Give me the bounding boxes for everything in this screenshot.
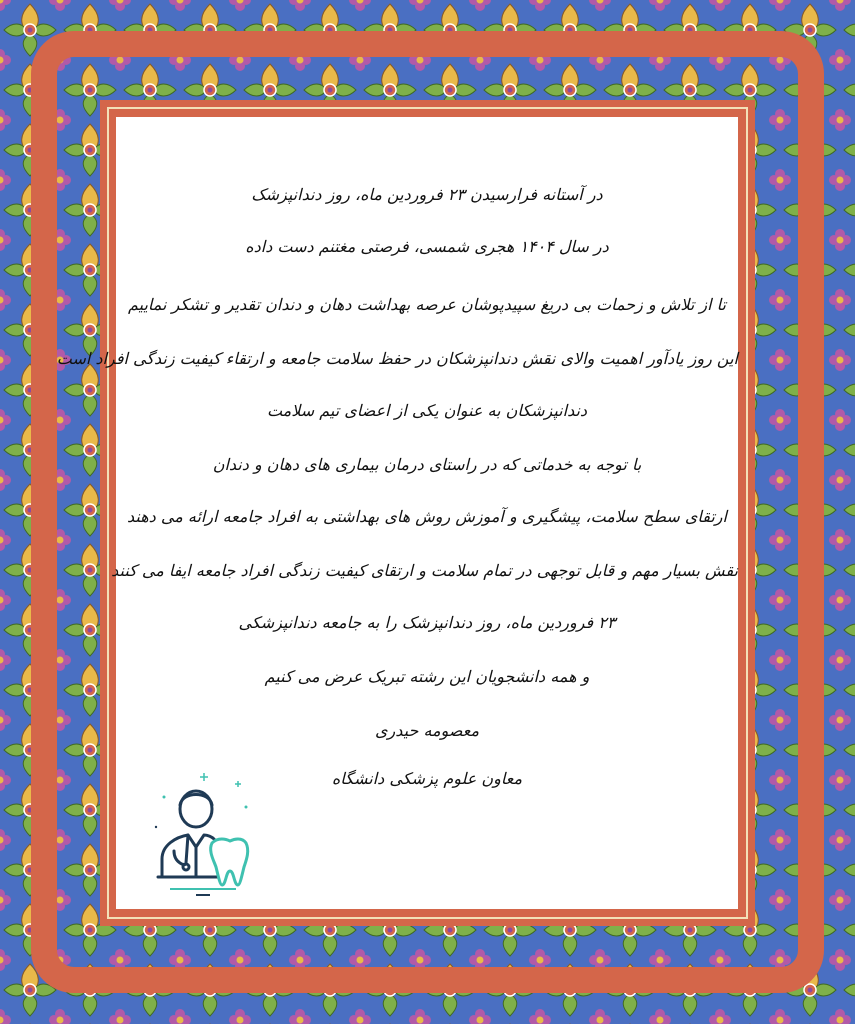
signature-title: معاون علوم پزشکی دانشگاه — [331, 769, 523, 788]
letter-line-2: در سال ۱۴۰۴ هجری شمسی، فرصتی مغتنم دست داده — [245, 237, 609, 256]
sparkle-icon — [155, 773, 248, 828]
signature-name: معصومه حیدری — [374, 721, 480, 740]
letter-line-4: این روز یادآور اهمیت والای نقش دندانپزشکان در حفظ سلامت جامعه و ارتقاء کیفیت زندگی افراد است — [56, 349, 738, 368]
letter-card — [56, 117, 738, 909]
letter-line-6: با توجه به خدماتی که در راستای درمان بیماری های دهان و دندان — [212, 455, 642, 474]
letter-line-5: دندانپزشکان به عنوان یکی از اعضای تیم سلامت — [266, 401, 588, 420]
letter-line-3: تا از تلاش و زحمات بی دریغ سپیدپوشان عرصه بهداشت دهان و دندان تقدیر و تشکر نماییم — [127, 295, 727, 314]
letter-line-9: ۲۳ فروردین ماه، روز دندانپزشک را به جامعه دندانپزشکی — [238, 613, 616, 632]
letter-line-7: ارتقای سطح سلامت، پیشگیری و آموزش روش های بهداشتی به افراد جامعه ارائه می دهند — [127, 507, 727, 526]
dentist-illustration — [146, 767, 256, 907]
letter-line-1: در آستانه فرارسیدن ۲۳ فروردین ماه، روز دندانپزشک — [251, 185, 603, 204]
letter-line-10: و همه دانشجویان این رشته تبریک عرض می کنیم — [264, 667, 590, 686]
letter-line-8: نقش بسیار مهم و قابل توجهی در تمام سلامت و ارتقای کیفیت زندگی افراد جامعه ایفا می کنند — [111, 561, 738, 580]
